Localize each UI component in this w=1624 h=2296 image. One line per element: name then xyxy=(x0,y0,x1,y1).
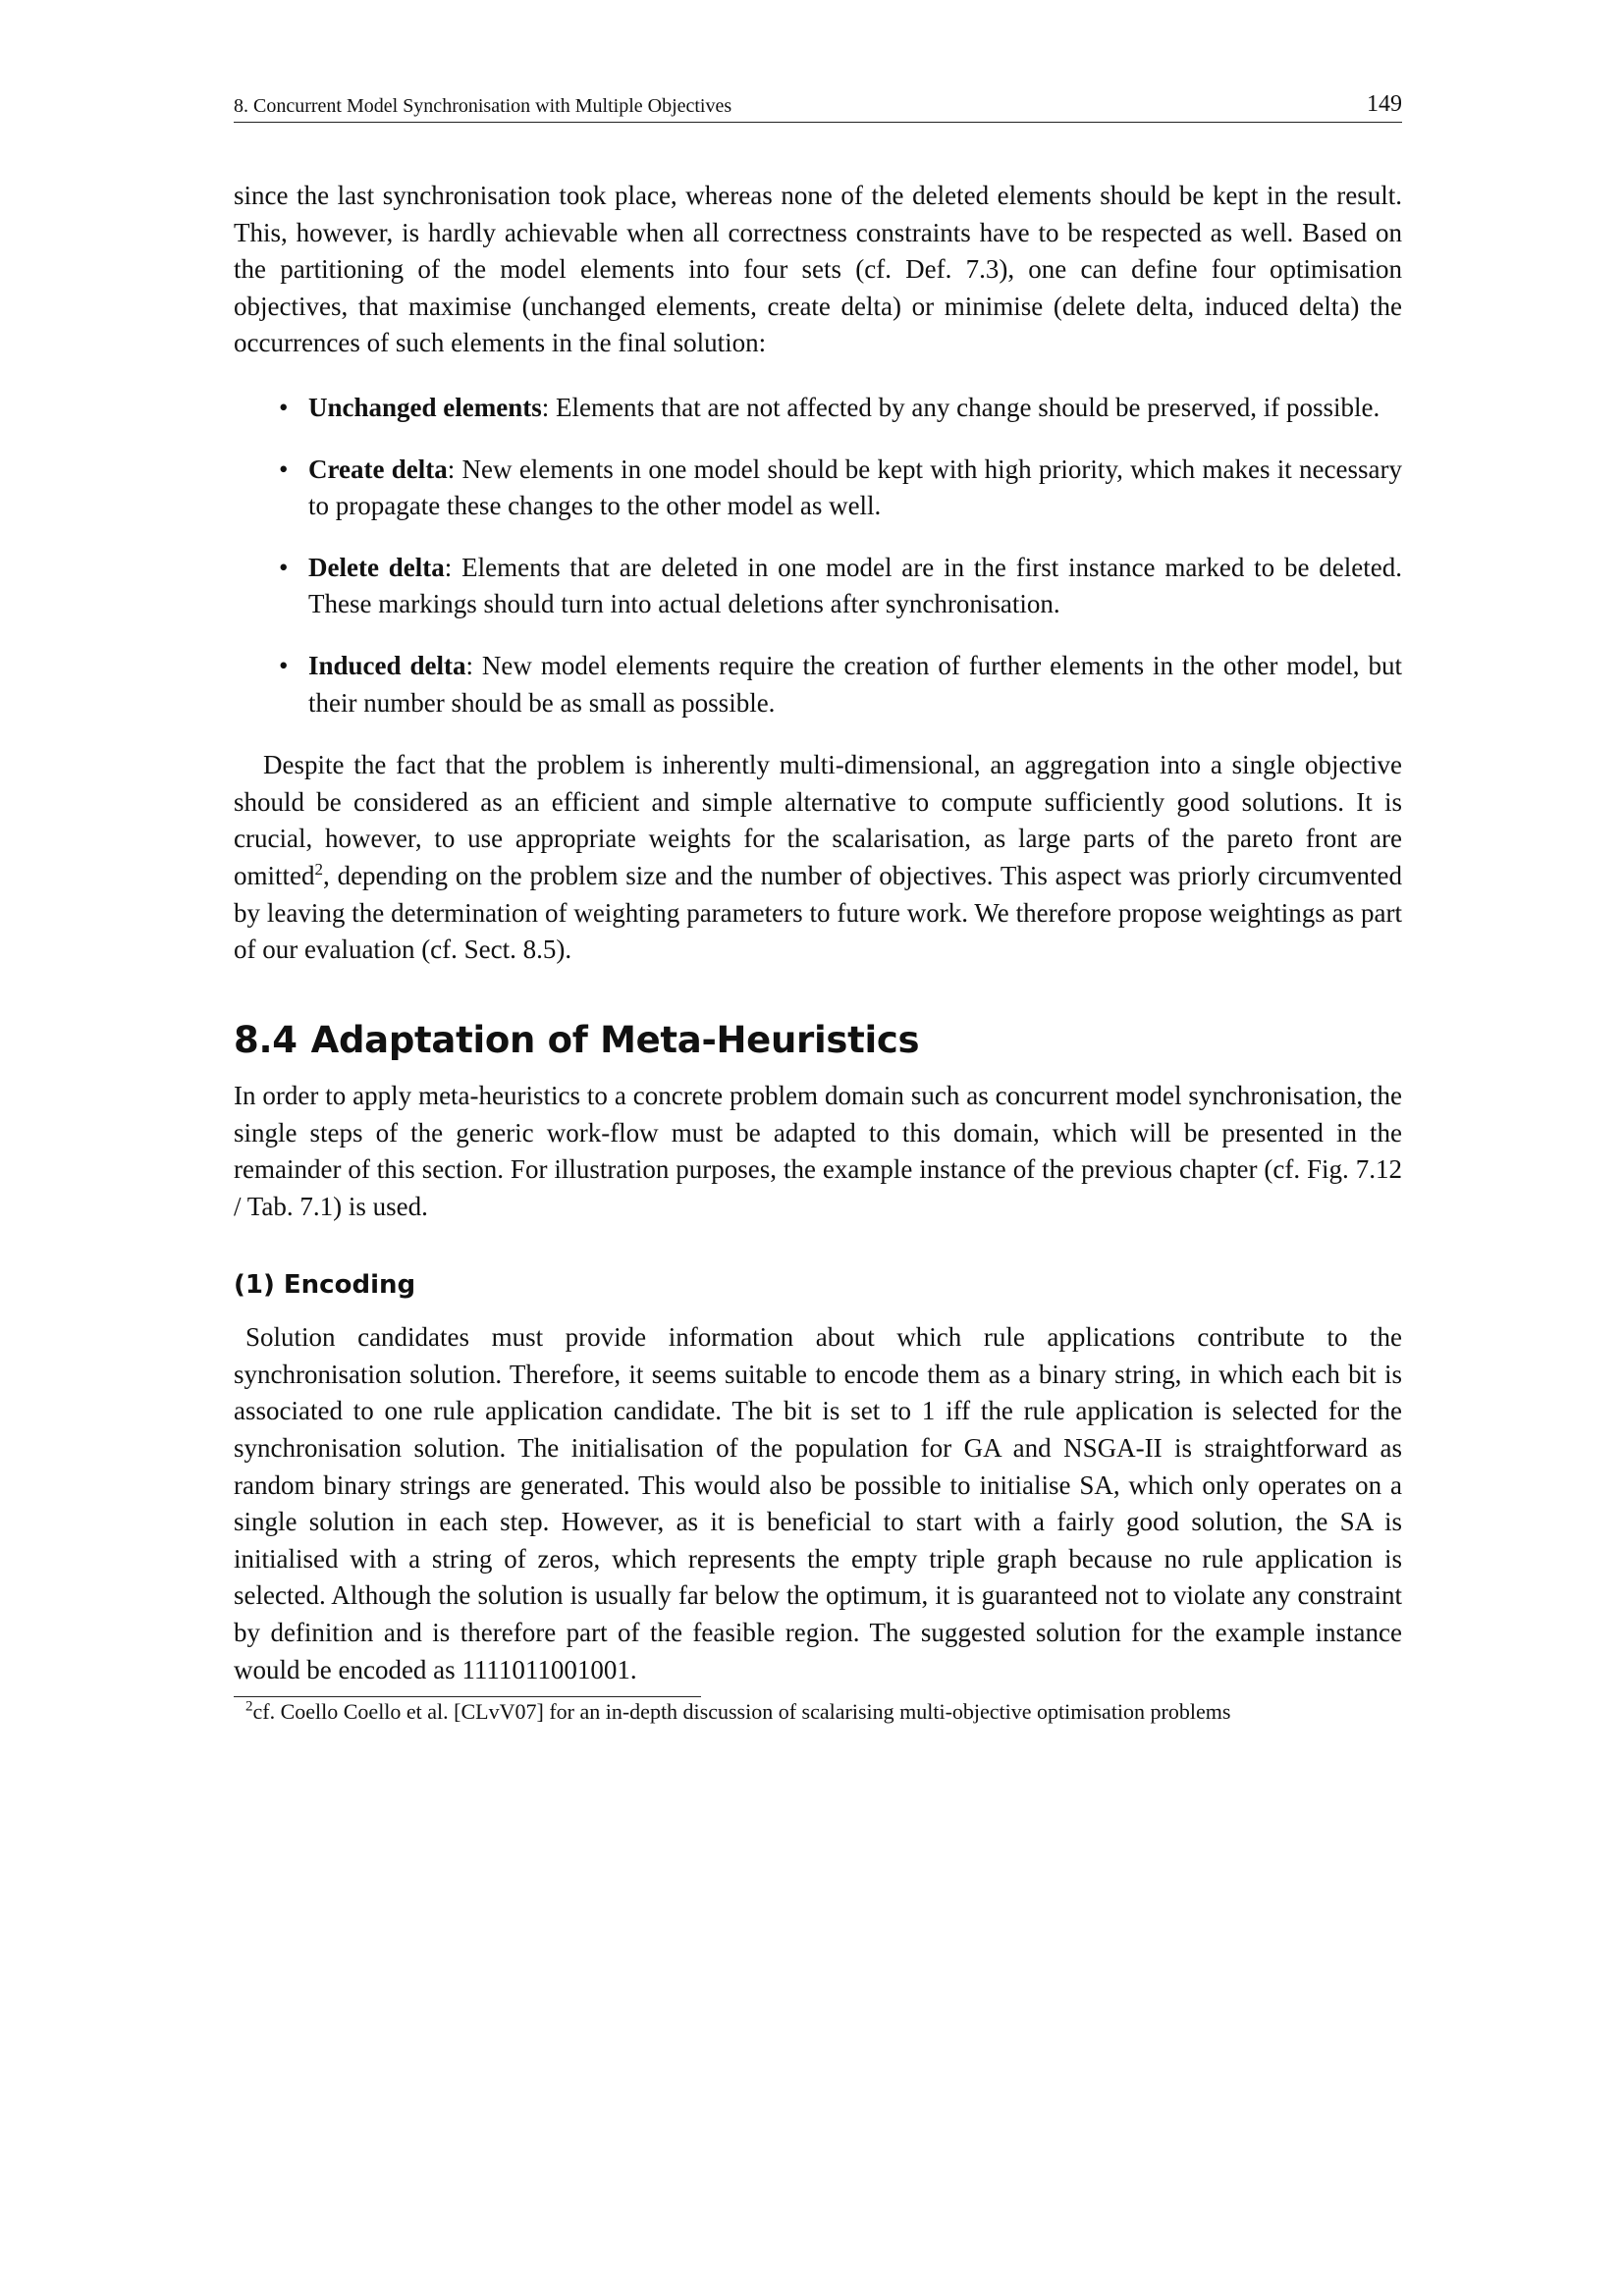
page-number: 149 xyxy=(1367,91,1402,117)
bullet-icon: • xyxy=(279,454,289,484)
bullet-term: Unchanged elements xyxy=(308,392,542,422)
bullet-text: : New elements in one model should be kept with high priority, which makes it necessary to propagate these changes to the other model as well. xyxy=(308,454,1402,521)
objectives-list xyxy=(234,390,1402,721)
bullet-text: : Elements that are deleted in one model are in the first instance marked to be deleted. These markings should turn into actual deletions after synchronisation. xyxy=(308,552,1403,619)
bullet-icon: • xyxy=(279,552,289,582)
running-header xyxy=(234,82,1402,123)
intro-paragraph: since the last synchronisation took place, whereas none of the deleted elements should be kept in the result. This, however, is hardly achievable when all correctness constraints have to be respected as well. Based on the partitioning of the model elements into four sets (cf. Def. 7.3), one can define four optimisation objectives, that maximise (unchanged elements, create delta) or minimise (delete delta, induced delta) the occurrences of such elements in the final solution: xyxy=(234,181,1402,358)
list-item xyxy=(234,550,1402,623)
section-heading xyxy=(234,1018,1402,1061)
footnote-mark: 2 xyxy=(245,1698,253,1715)
scalarisation-paragraph: Despite the fact that the problem is inherently multi-dimensional, an aggregation into a single objective should be considered as an efficient and simple alternative to compute sufficiently good solutions. It is crucial, however, to use appropriate weights for the scalarisation, as large parts of the pareto front are omitted$^2$, depending on the problem size and the number of objectives. This aspect was priorly circumvented by leaving the determination of weighting parameters to future work. We therefore propose weightings as part of our evaluation (cf. Sect. 8.5). xyxy=(234,750,1402,965)
section-number: 8.4 xyxy=(234,1018,298,1061)
bullet-term: Delete delta xyxy=(308,552,445,582)
page xyxy=(234,82,1402,1726)
list-item xyxy=(234,648,1402,721)
bullet-text: : Elements that are not affected by any change should be preserved, if possible. xyxy=(541,392,1380,422)
bullet-term: Create delta xyxy=(308,454,448,484)
list-item xyxy=(234,390,1402,427)
chapter-title: 8. Concurrent Model Synchronisation with Multiple Objectives xyxy=(234,95,732,117)
list-item xyxy=(234,452,1402,525)
encoding-paragraph: Solution candidates must provide information about which rule applications contribute to the synchronisation solution. Therefore, it seems suitable to encode them as a binary string, in which each bit is associated to one rule application candidate. The bit is set to 1 iff the rule application is selected for the synchronisation solution. The initialisation of the population for GA and NSGA-II is straightforward as random binary strings are generated. This would also be possible to initialise SA, which only operates on a single solution in each step. However, as it is beneficial to start with a fairly good solution, the SA is initialised with a string of zeros, which represents the empty triple graph because no rule application is selected. Although the solution is usually far below the optimum, it is guaranteed not to violate any constraint by definition and is therefore part of the feasible region. The suggested solution for the example instance would be encoded as 1111011001001. xyxy=(234,1322,1402,1684)
footnote xyxy=(234,1697,1402,1726)
body-text xyxy=(234,178,1402,1726)
footnote-text: cf. Coello Coello et al. [CLvV07] for an in-depth discussion of scalarising multi-objective optimisation problems xyxy=(252,1699,1231,1725)
bullet-text: : New model elements require the creation of further elements in the other model, but their number should be as small as possible. xyxy=(308,650,1402,718)
section-paragraph: In order to apply meta-heuristics to a concrete problem domain such as concurrent model synchronisation, the single steps of the generic work-flow must be adapted to this domain, which will be presented in the remainder of this section. For illustration purposes, the example instance of the previous chapter (cf. Fig. 7.12 / Tab. 7.1) is used. xyxy=(234,1081,1402,1222)
section-title: Adaptation of Meta-Heuristics xyxy=(310,1018,920,1061)
bullet-icon: • xyxy=(279,392,289,422)
bullet-term: Induced delta xyxy=(308,650,466,680)
subsection-heading: (1) Encoding xyxy=(234,1269,416,1300)
footnote-reference[interactable]: 2 xyxy=(314,859,323,879)
bullet-icon: • xyxy=(279,650,289,680)
